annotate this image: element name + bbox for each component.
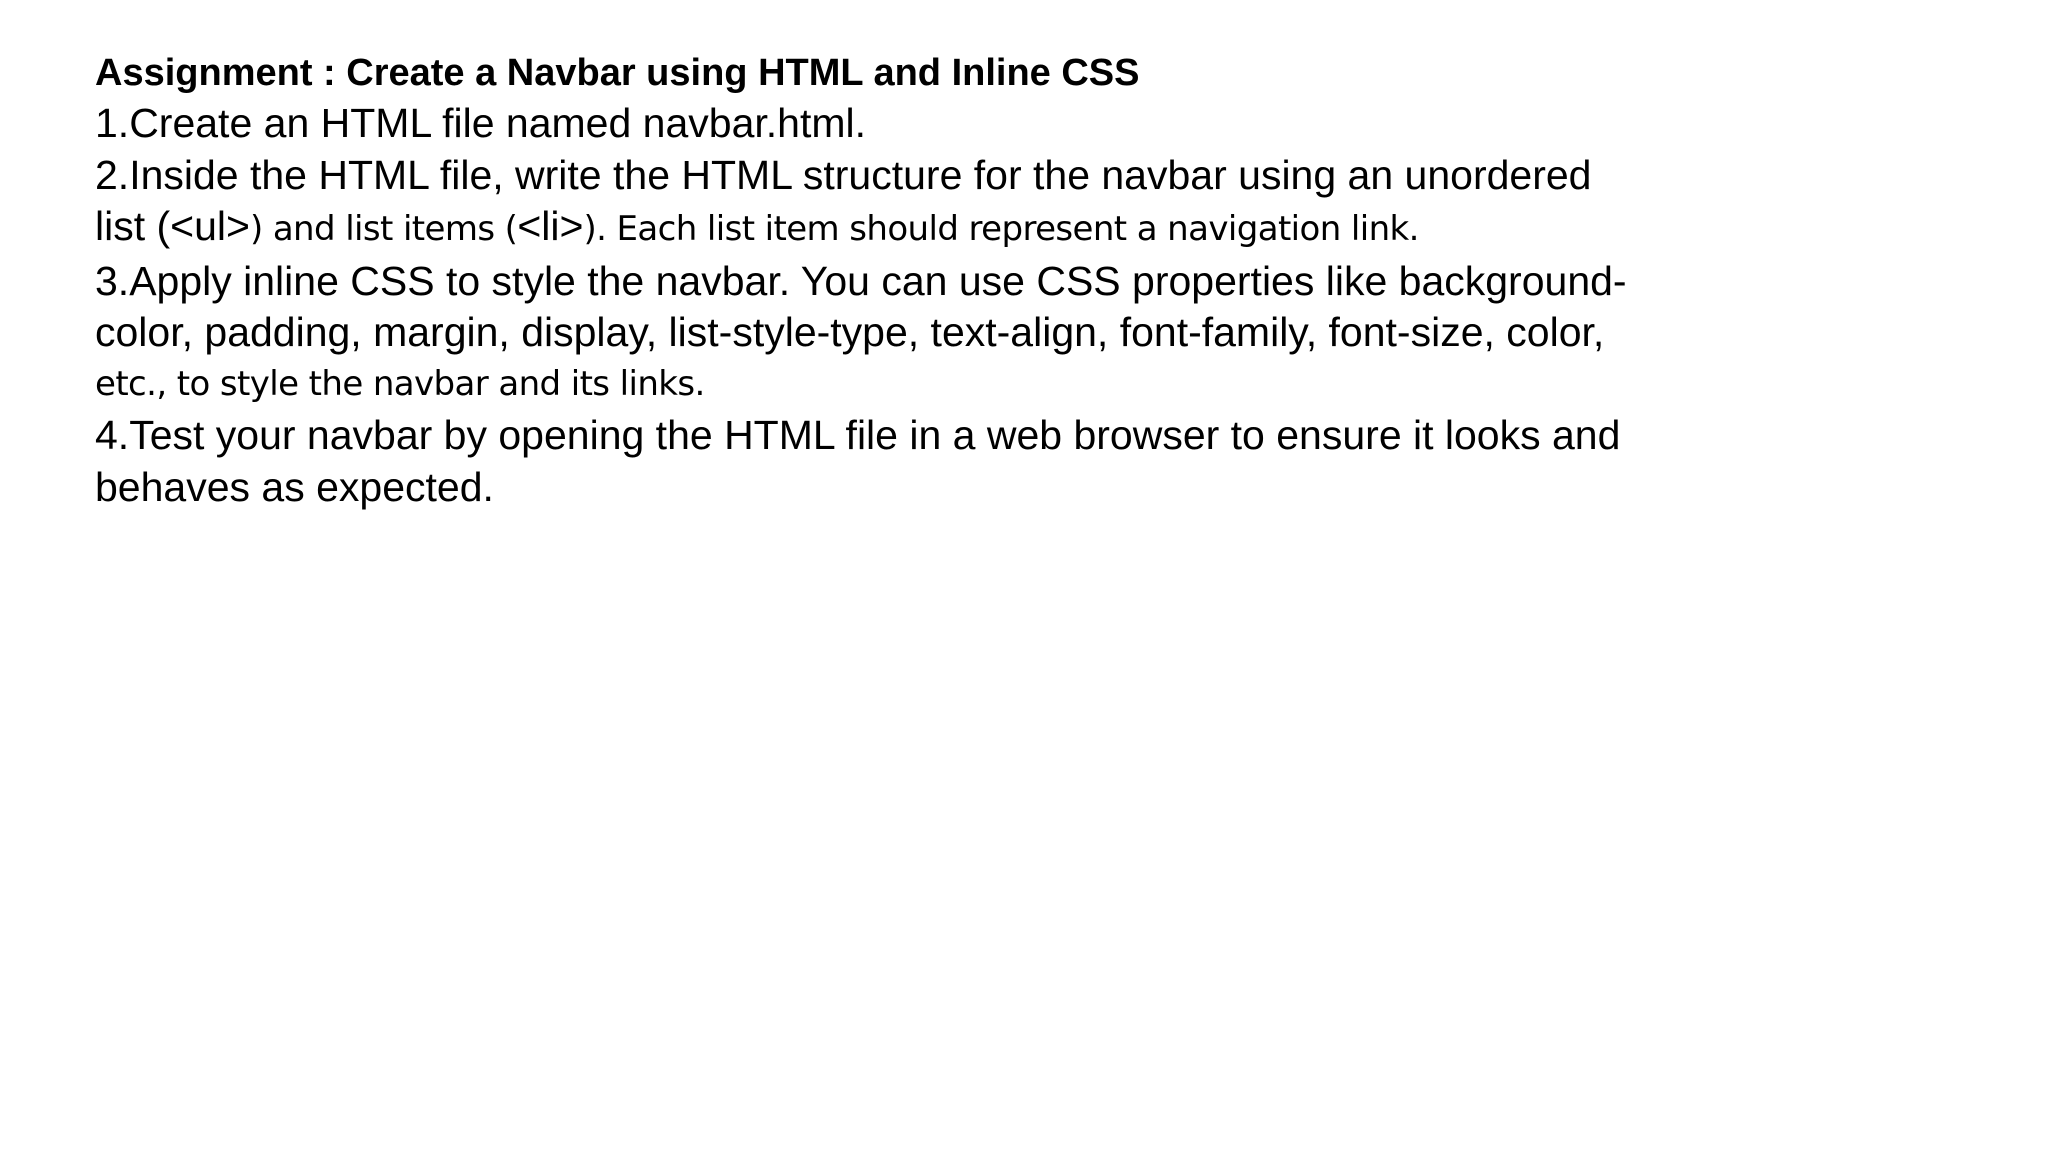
instruction-line-2: 2.Inside the HTML file, write the HTML structure for the navbar using an unordered — [95, 151, 1592, 198]
instruction-line-3-part-c: <li> — [517, 203, 584, 249]
instruction-line-3-part-b: ) and list items ( — [249, 209, 518, 249]
assignment-text-block — [95, 48, 1795, 513]
instruction-line-5: color, padding, margin, display, list-style-type, text-align, font-family, font-size, color, — [95, 309, 1605, 355]
instruction-line-3-part-a: list (<ul> — [95, 203, 250, 249]
instruction-line-4: 3.Apply inline CSS to style the navbar. You can use CSS properties like background- — [95, 257, 1627, 304]
instruction-line-7: 4.Test your navbar by opening the HTML file in a web browser to ensure it looks and — [95, 412, 1621, 458]
assignment-title: Assignment : Create a Navbar using HTML and Inline CSS — [95, 52, 1140, 94]
instruction-line-8: behaves as expected. — [95, 463, 494, 510]
instruction-line-6: etc., to style the navbar and its links. — [95, 363, 705, 404]
instruction-line-1: 1.Create an HTML file named navbar.html. — [95, 100, 867, 146]
instruction-line-3-part-d: ). Each list item should represent a navigation link. — [583, 209, 1419, 249]
instruction-line-3 — [95, 201, 1795, 256]
